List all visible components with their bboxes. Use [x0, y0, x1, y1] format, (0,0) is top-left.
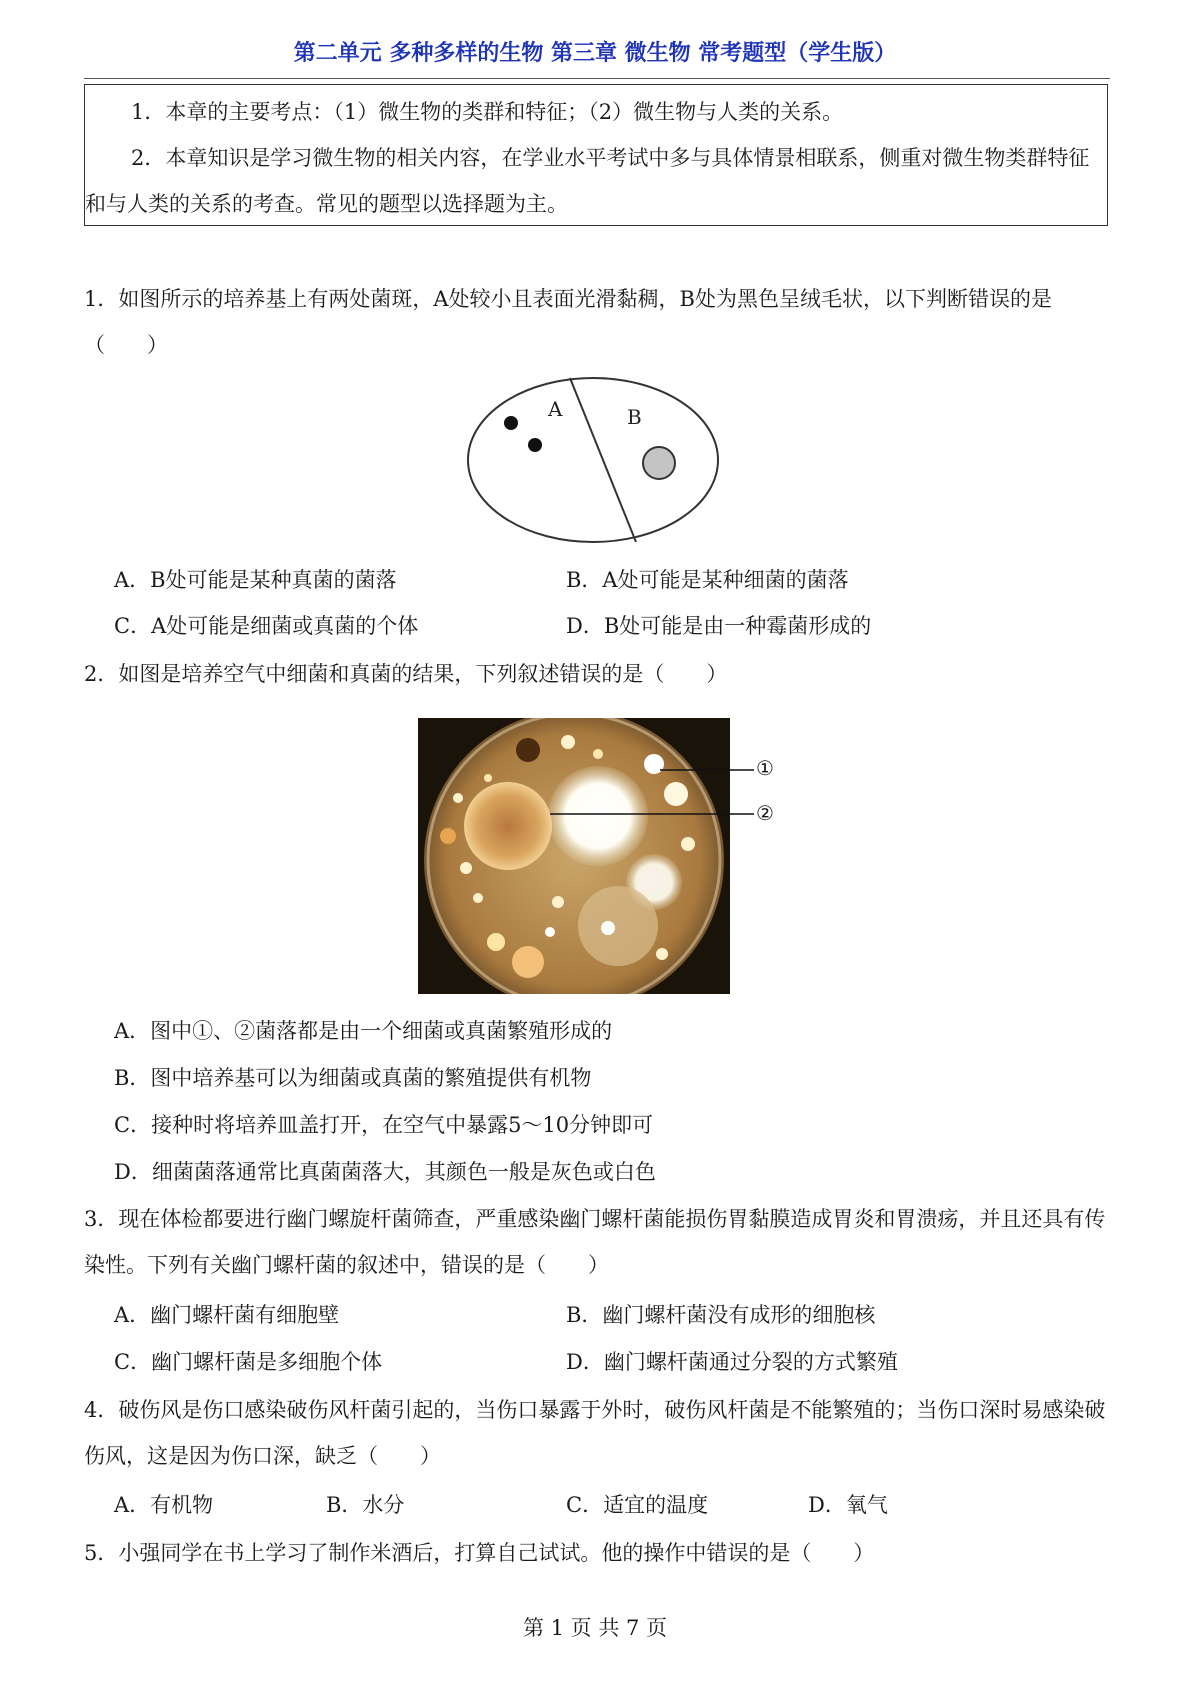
question-2-stem: 2．如图是培养空气中细菌和真菌的结果，下列叙述错误的是（ ）	[84, 662, 728, 686]
question-4-option-d[interactable]: D．氧气	[808, 1493, 888, 1517]
question-1-option-a[interactable]: A．B处可能是某种真菌的菌落	[114, 568, 397, 592]
label-a: A	[548, 397, 563, 421]
culture-photo-callouts	[540, 756, 780, 836]
header-divider	[84, 78, 1110, 79]
colony-a-dot-1	[504, 416, 518, 430]
intro-point-1: 1．本章的主要考点：（1）微生物的类群和特征；（2）微生物与人类的关系。	[131, 100, 844, 124]
colony-a-dot-2	[528, 438, 542, 452]
question-3-option-d[interactable]: D．幽门螺杆菌通过分裂的方式繁殖	[566, 1350, 898, 1374]
question-4-stem: 4．破伤风是伤口感染破伤风杆菌引起的，当伤口暴露于外时，破伤风杆菌是不能繁殖的；当伤口深时易感染破伤风，这是因为伤口深，缺乏（ ）	[84, 1398, 1106, 1468]
question-1-option-b[interactable]: B．A处可能是某种细菌的菌落	[566, 568, 849, 592]
question-1-option-d[interactable]: D．B处可能是由一种霉菌形成的	[566, 614, 872, 638]
question-2-option-b[interactable]: B．图中培养基可以为细菌或真菌的繁殖提供有机物	[114, 1066, 592, 1090]
question-3-option-c[interactable]: C．幽门螺杆菌是多细胞个体	[114, 1350, 383, 1374]
page-footer: 第 1 页 共 7 页	[522, 1616, 668, 1640]
question-4-option-a[interactable]: A．有机物	[114, 1493, 214, 1517]
question-4-option-c[interactable]: C．适宜的温度	[566, 1493, 709, 1517]
callout-label-2: ②	[756, 801, 774, 825]
label-b: B	[627, 405, 642, 429]
question-1-stem: 1．如图所示的培养基上有两处菌斑，A处较小且表面光滑黏稠，B处为黑色呈绒毛状，以下判断错误的是（ ）	[84, 287, 1052, 357]
question-2-option-d[interactable]: D．细菌菌落通常比真菌菌落大，其颜色一般是灰色或白色	[114, 1160, 656, 1184]
colony-2	[464, 782, 552, 870]
chapter-intro-box	[84, 84, 1108, 226]
question-1-figure-petri-dish	[464, 372, 726, 548]
question-5-stem: 5．小强同学在书上学习了制作米酒后，打算自己试试。他的操作中错误的是（ ）	[84, 1541, 875, 1565]
question-3-option-b[interactable]: B．幽门螺杆菌没有成形的细胞核	[566, 1303, 876, 1327]
petri-dish-outline	[468, 378, 718, 542]
question-1-option-c[interactable]: C．A处可能是细菌或真菌的个体	[114, 614, 419, 638]
colony-b	[643, 447, 675, 479]
question-3-option-a[interactable]: A．幽门螺杆菌有细胞壁	[114, 1303, 340, 1327]
question-3-stem: 3．现在体检都要进行幽门螺旋杆菌筛查，严重感染幽门螺杆菌能损伤胃黏膜造成胃炎和胃溃疡，并且还具有传染性。下列有关幽门螺杆菌的叙述中，错误的是（ ）	[84, 1207, 1106, 1277]
dish-divider-line	[570, 378, 636, 542]
callout-label-1: ①	[756, 756, 774, 780]
page-header-title: 第二单元 多种多样的生物 第三章 微生物 常考题型（学生版）	[293, 41, 897, 66]
question-4-option-b[interactable]: B．水分	[326, 1493, 405, 1517]
intro-point-2: 2．本章知识是学习微生物的相关内容，在学业水平考试中多与具体情景相联系，侧重对微生物类群特征和与人类的关系的考查。常见的题型以选择题为主。	[85, 146, 1090, 216]
question-2-option-c[interactable]: C．接种时将培养皿盖打开，在空气中暴露5～10分钟即可	[114, 1113, 654, 1137]
question-2-option-a[interactable]: A．图中①、②菌落都是由一个细菌或真菌繁殖形成的	[114, 1019, 613, 1043]
